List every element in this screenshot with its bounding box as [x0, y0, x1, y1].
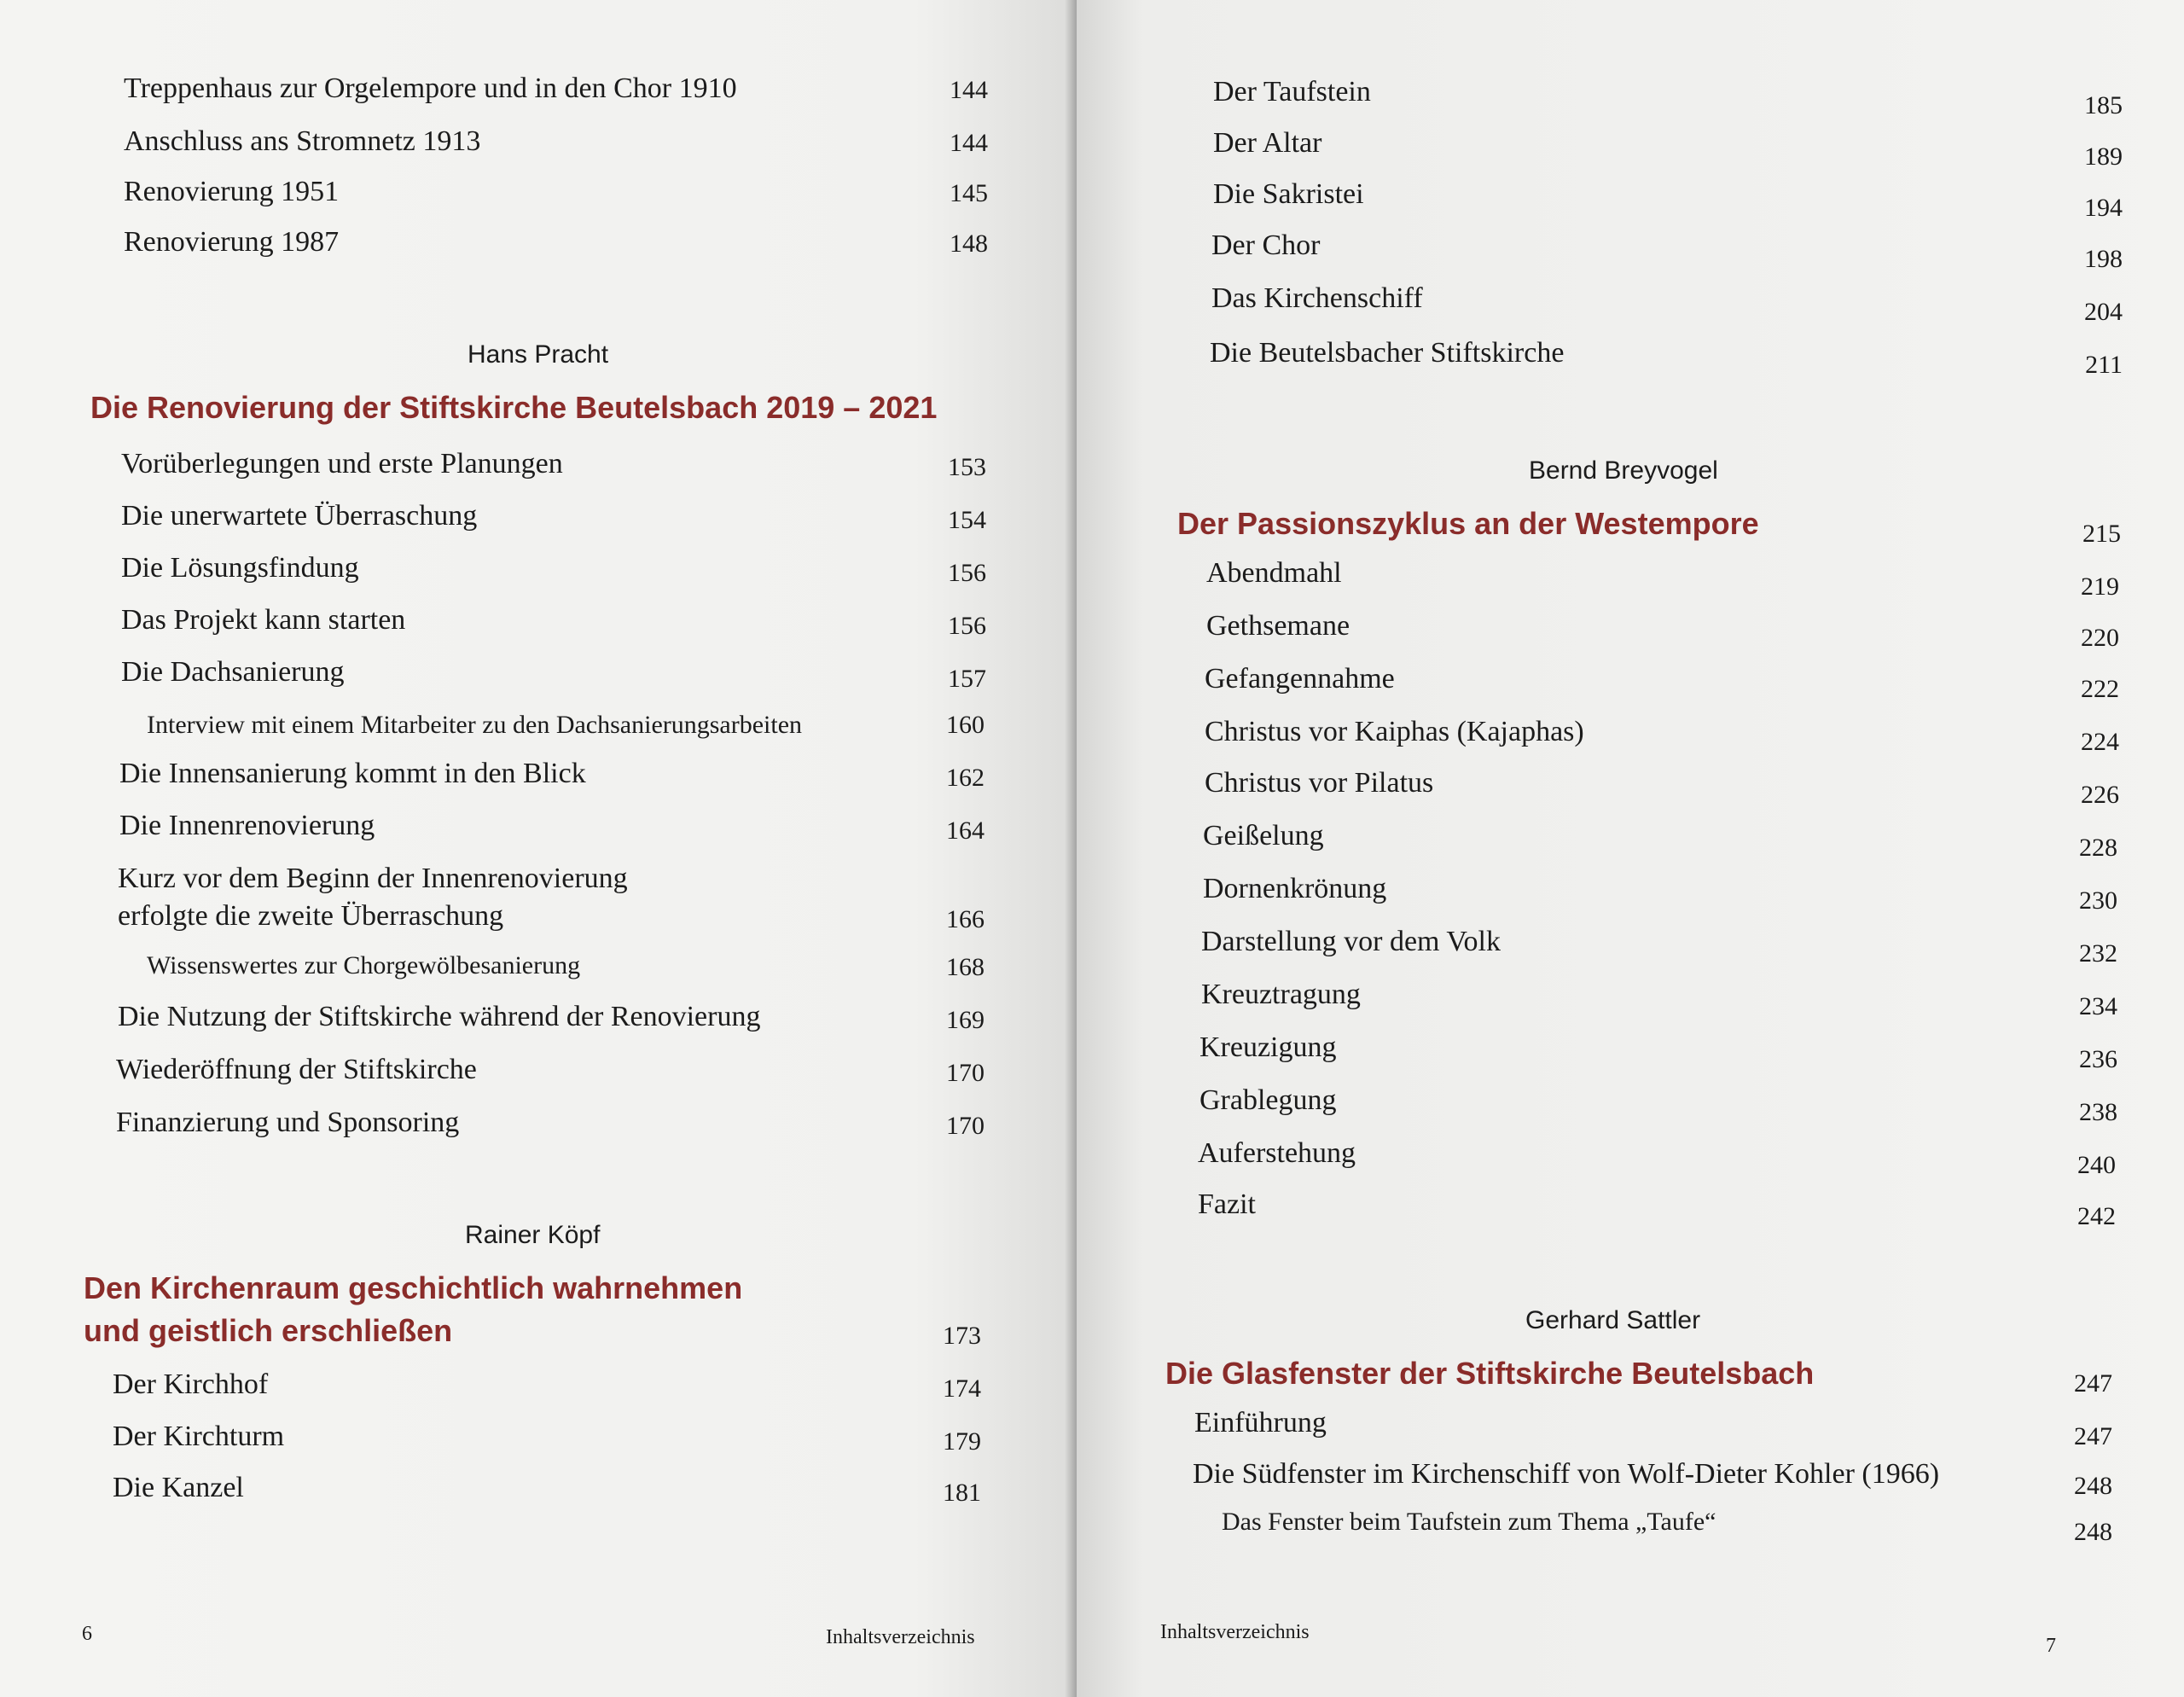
toc-entry: Kreuztragung: [1201, 979, 1361, 1010]
toc-entry: Christus vor Pilatus: [1205, 767, 1434, 799]
page-number: 173: [943, 1322, 981, 1350]
page-number: 194: [2084, 194, 2123, 222]
toc-subentry: Das Fenster beim Taufstein zum Thema „Taufe“: [1222, 1508, 1716, 1536]
page-folio: 7: [2046, 1635, 2056, 1657]
page-number: 185: [2084, 91, 2123, 119]
author-name: Rainer Köpf: [465, 1221, 601, 1249]
page-number: 204: [2084, 298, 2123, 326]
section-heading: Die Renovierung der Stiftskirche Beutelsbach 2019 – 2021: [90, 390, 938, 425]
page-number: 198: [2084, 245, 2123, 273]
toc-entry: Gethsemane: [1206, 610, 1350, 642]
toc-entry: Die Sakristei: [1213, 178, 1364, 210]
page-number: 164: [946, 817, 985, 845]
page-number: 247: [2074, 1369, 2112, 1398]
section-heading: Die Glasfenster der Stiftskirche Beutelsbach: [1165, 1356, 1815, 1391]
running-footer: Inhaltsverzeichnis: [1160, 1621, 1310, 1643]
toc-entry: Der Taufstein: [1213, 76, 1371, 108]
page-number: 156: [948, 559, 986, 587]
page-number: 228: [2079, 834, 2117, 862]
toc-entry: Das Kirchenschiff: [1211, 282, 1423, 314]
toc-entry: erfolgte die zweite Überraschung: [118, 900, 504, 932]
toc-entry: Die Dachsanierung: [121, 656, 345, 688]
page-number: 162: [946, 764, 985, 792]
toc-entry: Die unerwartete Überraschung: [121, 500, 478, 532]
right-page: [1077, 0, 2184, 1697]
page-number: 181: [943, 1479, 981, 1507]
author-name: Bernd Breyvogel: [1529, 456, 1718, 485]
toc-entry: Treppenhaus zur Orgelempore und in den Chor 1910: [124, 73, 737, 104]
section-heading: Der Passionszyklus an der Westempore: [1177, 506, 1759, 541]
page-number: 144: [950, 76, 988, 104]
page-number: 174: [943, 1374, 981, 1403]
page-number: 153: [948, 453, 986, 481]
page-number: 145: [950, 179, 988, 207]
section-heading: Den Kirchenraum geschichtlich wahrnehmen: [84, 1270, 743, 1305]
page-number: 170: [946, 1059, 985, 1087]
toc-entry: Abendmahl: [1206, 557, 1342, 589]
page-number: 222: [2081, 675, 2119, 703]
page-number: 238: [2079, 1098, 2117, 1126]
page-number: 189: [2084, 142, 2123, 171]
page-number: 240: [2077, 1151, 2116, 1179]
toc-entry: Renovierung 1987: [124, 226, 340, 258]
page-number: 219: [2081, 572, 2119, 601]
page-number: 248: [2074, 1472, 2112, 1500]
toc-entry: Dornenkrönung: [1203, 873, 1387, 904]
toc-entry: Die Lösungsfindung: [121, 552, 359, 584]
toc-entry: Einführung: [1194, 1407, 1327, 1438]
toc-entry: Renovierung 1951: [124, 176, 340, 207]
page-number: 148: [950, 230, 988, 258]
page-number: 168: [946, 953, 985, 981]
toc-entry: Der Altar: [1213, 127, 1322, 159]
author-name: Hans Pracht: [468, 340, 609, 369]
toc-subentry: Wissenswertes zur Chorgewölbesanierung: [147, 951, 581, 979]
toc-entry: Die Innensanierung kommt in den Blick: [119, 758, 586, 789]
toc-entry: Die Nutzung der Stiftskirche während der Renovierung: [118, 1001, 761, 1032]
page-number: 154: [948, 506, 986, 534]
page-number: 169: [946, 1006, 985, 1034]
toc-entry: Kurz vor dem Beginn der Innenrenovierung: [118, 863, 628, 894]
page-number: 242: [2077, 1202, 2116, 1230]
page-number: 224: [2081, 728, 2119, 756]
page-number: 236: [2079, 1045, 2117, 1073]
toc-entry: Wiederöffnung der Stiftskirche: [116, 1054, 477, 1085]
toc-entry: Der Kirchhof: [113, 1369, 269, 1400]
left-page: [0, 0, 1077, 1697]
running-footer: Inhaltsverzeichnis: [826, 1626, 975, 1648]
toc-entry: Die Kanzel: [113, 1472, 244, 1503]
toc-entry: Anschluss ans Stromnetz 1913: [124, 125, 481, 157]
page-number: 247: [2074, 1422, 2112, 1450]
toc-entry: Vorüberlegungen und erste Planungen: [121, 448, 563, 479]
toc-entry: Die Beutelsbacher Stiftskirche: [1210, 337, 1565, 369]
page-number: 226: [2081, 781, 2119, 809]
toc-entry: Die Südfenster im Kirchenschiff von Wolf-Dieter Kohler (1966): [1193, 1458, 1940, 1490]
page-number: 211: [2085, 351, 2123, 379]
toc-entry: Die Innenrenovierung: [119, 810, 375, 841]
page-number: 166: [946, 905, 985, 933]
page-number: 170: [946, 1112, 985, 1140]
page-number: 160: [946, 711, 985, 739]
toc-entry: Geißelung: [1203, 820, 1324, 851]
page-number: 179: [943, 1427, 981, 1456]
toc-entry: Kreuzigung: [1199, 1032, 1337, 1063]
page-folio: 6: [82, 1623, 92, 1645]
page-number: 234: [2079, 992, 2117, 1020]
page-number: 156: [948, 612, 986, 640]
toc-entry: Der Chor: [1211, 230, 1321, 261]
page-number: 220: [2081, 624, 2119, 652]
author-name: Gerhard Sattler: [1525, 1306, 1701, 1334]
toc-entry: Das Projekt kann starten: [121, 604, 406, 636]
page-number: 144: [950, 129, 988, 157]
page-number: 232: [2079, 939, 2117, 968]
toc-entry: Finanzierung und Sponsoring: [116, 1107, 460, 1138]
toc-entry: Christus vor Kaiphas (Kajaphas): [1205, 716, 1584, 747]
toc-subentry: Interview mit einem Mitarbeiter zu den Dachsanierungsarbeiten: [147, 711, 803, 739]
page-number: 157: [948, 665, 986, 693]
page-number: 248: [2074, 1518, 2112, 1546]
toc-entry: Grablegung: [1199, 1084, 1337, 1116]
toc-entry: Fazit: [1198, 1188, 1256, 1220]
page-number: 215: [2082, 520, 2121, 548]
toc-entry: Darstellung vor dem Volk: [1201, 926, 1501, 957]
toc-entry: Gefangennahme: [1205, 663, 1395, 694]
section-heading: und geistlich erschließen: [84, 1313, 453, 1348]
page-number: 230: [2079, 886, 2117, 915]
toc-entry: Der Kirchturm: [113, 1421, 285, 1452]
toc-entry: Auferstehung: [1198, 1137, 1356, 1169]
